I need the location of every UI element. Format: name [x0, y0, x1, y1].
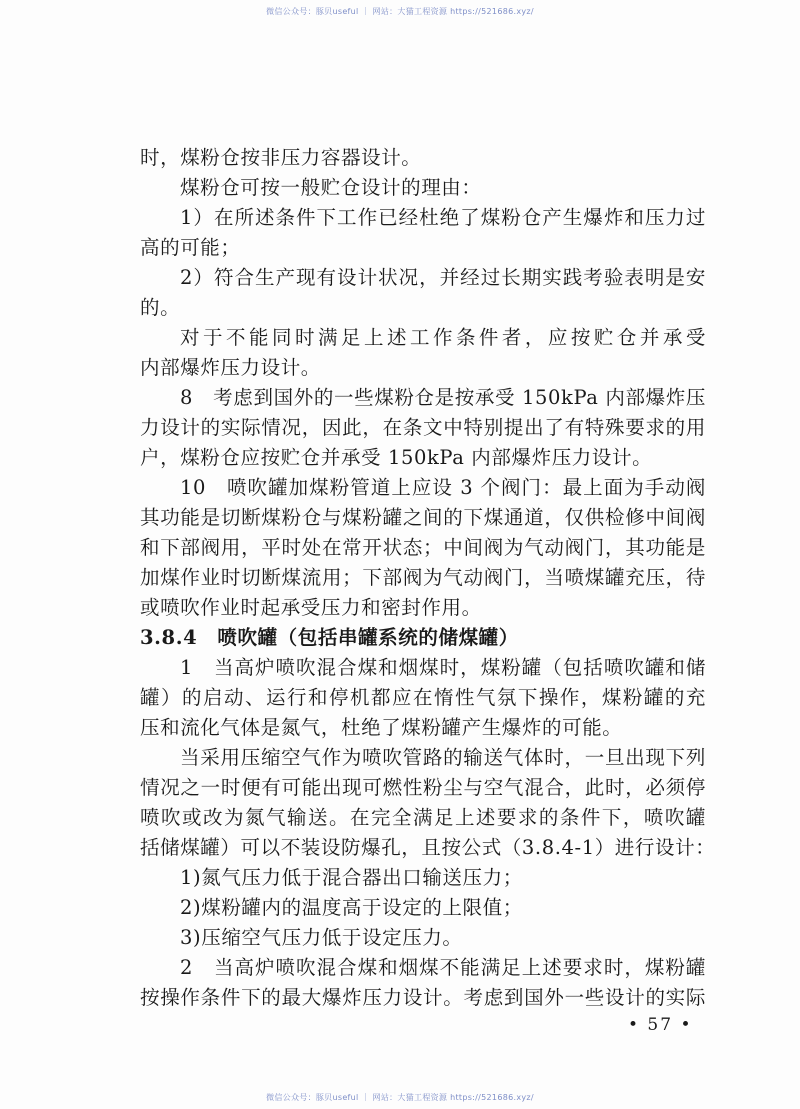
text-line: 1）在所述条件下工作已经杜绝了煤粉仓产生爆炸和压力过 — [180, 206, 706, 229]
text-line: 或喷吹作业时起承受压力和密封作用。 — [140, 596, 482, 619]
text-line: 当采用压缩空气作为喷吹管路的输送气体时，一旦出现下列 — [180, 746, 706, 769]
text-line: 括储煤罐）可以不装设防爆孔，且按公式（3.8.4-1）进行设计： — [140, 836, 716, 859]
text-line: 2）符合生产现有设计状况，并经过长期实践考验表明是安 — [180, 266, 706, 289]
text-line: 2)煤粉罐内的温度高于设定的上限值； — [180, 896, 523, 919]
text-line: 其功能是切断煤粉仓与煤粉罐之间的下煤通道，仅供检修中间阀 — [140, 506, 706, 529]
watermark-footer: 微信公众号：豚贝useful ｜ 网站：大猫工程资源 https://521686.xyz/ — [266, 1093, 534, 1102]
text-line: 罐）的启动、运行和停机都应在惰性气氛下操作，煤粉罐的充 — [140, 686, 706, 709]
text-line: 喷吹或改为氮气输送。在完全满足上述要求的条件下，喷吹罐 — [140, 806, 706, 829]
text-line: 3)压缩空气压力低于设定压力。 — [180, 926, 463, 949]
text-line: 时，煤粉仓按非压力容器设计。 — [140, 146, 422, 169]
text-line: 和下部阀用，平时处在常开状态；中间阀为气动阀门，其功能是 — [140, 536, 706, 559]
text-line: 10 喷吹罐加煤粉管道上应设 3 个阀门：最上面为手动阀 — [180, 476, 706, 499]
text-line: 8 考虑到国外的一些煤粉仓是按承受 150kPa 内部爆炸压 — [180, 386, 706, 409]
text-line: 加煤作业时切断煤流用；下部阀为气动阀门，当喷煤罐充压，待 — [140, 566, 706, 589]
text-line: 对于不能同时满足上述工作条件者，应按贮仓并承受 — [180, 326, 706, 349]
page-number: • 57 • — [628, 1015, 693, 1035]
text-line: 情况之一时便有可能出现可燃性粉尘与空气混合，此时，必须停 — [140, 776, 706, 799]
section-heading: 3.8.4 喷吹罐（包括串罐系统的储煤罐） — [140, 626, 519, 649]
text-line: 煤粉仓可按一般贮仓设计的理由： — [180, 176, 482, 199]
text-line: 高的可能； — [140, 236, 241, 259]
text-line: 压和流化气体是氮气，杜绝了煤粉罐产生爆炸的可能。 — [140, 716, 623, 739]
text-line: 的。 — [140, 296, 181, 319]
text-line: 户，煤粉仓应按贮仓并承受 150kPa 内部爆炸压力设计。 — [140, 446, 653, 469]
text-line: 按操作条件下的最大爆炸压力设计。考虑到国外一些设计的实际 — [140, 986, 706, 1009]
text-line: 2 当高炉喷吹混合煤和烟煤不能满足上述要求时，煤粉罐 — [180, 956, 706, 979]
document-body — [140, 143, 716, 1013]
text-line: 力设计的实际情况，因此，在条文中特别提出了有特殊要求的用 — [140, 416, 706, 439]
text-line: 1 当高炉喷吹混合煤和烟煤时，煤粉罐（包括喷吹罐和储 — [180, 656, 706, 679]
text-line: 1)氮气压力低于混合器出口输送压力； — [180, 866, 523, 889]
watermark-header: 微信公众号：豚贝useful ｜ 网站：大猫工程资源 https://521686.xyz/ — [266, 7, 534, 16]
text-line: 内部爆炸压力设计。 — [140, 356, 321, 379]
